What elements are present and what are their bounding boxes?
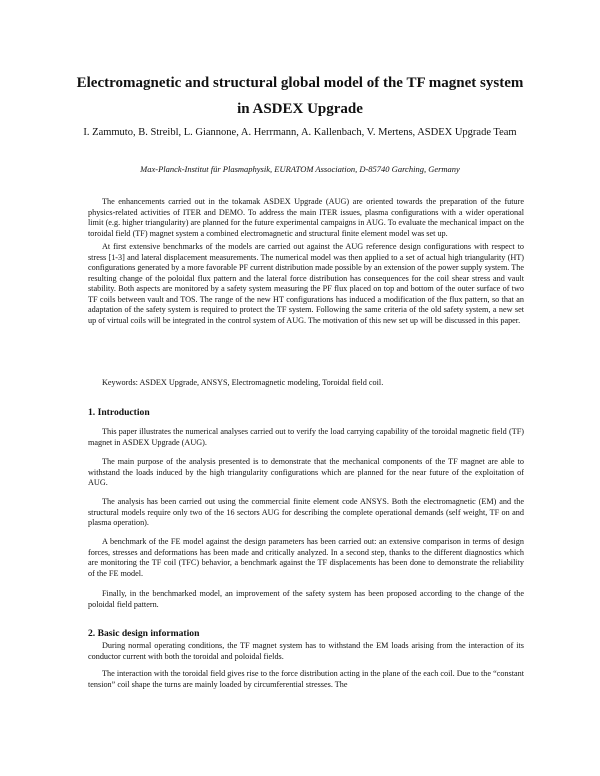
- basic-design-paragraph-2: The interaction with the toroidal field gives rise to the force distribution acting in the plane of the each coil. Due to the “constant tension” coil shape the turns are mainly loaded by circumferential stresses. The: [88, 669, 524, 689]
- author-list: I. Zammuto, B. Streibl, L. Giannone, A. Herrmann, A. Kallenbach, V. Mertens, ASDEX Upgrade Team: [83, 127, 517, 138]
- introduction-paragraph-2: The main purpose of the analysis presented is to demonstrate that the mechanical components of the TF magnet are able to withstand the loads induced by the high triangularity configurations which are planned for the near future of the exploitation of AUG.: [88, 457, 524, 487]
- keywords: Keywords: ASDEX Upgrade, ANSYS, Electromagnetic modeling, Toroidal field coil.: [102, 378, 384, 387]
- section-heading-introduction: 1. Introduction: [88, 407, 150, 418]
- introduction-paragraph-4: A benchmark of the FE model against the design parameters has been carried out: an extensive comparison in terms of design forces, stresses and deformations has been made and critically analyzed. In a second step, thanks to the different diagnostics which are monitoring the TF coil (TFC) behavior, a benchmark against the TF displacements has been done to demonstrate the reliability of the FE model.: [88, 537, 524, 578]
- introduction-paragraph-3: The analysis has been carried out using the commercial finite element code ANSYS. Both the electromagnetic (EM) and the structural models require only two of the 16 sectors AUG for describing the complete operational demands (self weight, TF on and plasma operation).: [88, 497, 524, 527]
- affiliation: Max-Planck-Institut für Plasmaphysik, EURATOM Association, D-85740 Garching, Germany: [140, 164, 460, 174]
- section-heading-basic-design: 2. Basic design information: [88, 628, 200, 639]
- abstract-paragraph-2: At first extensive benchmarks of the models are carried out against the AUG reference design configurations with respect to stress [1-3] and lateral displacement measurements. The numerical model was then applied to a set of actual high triangularity (HT) configurations generated by a more favorable PF current distribution made possible by an extension of the power supply system. The resulting change of the poloidal flux pattern and the lateral force distribution has consequences for the coil shear stress and vault stability. Both aspects are monitored by a safety system measuring the PF flux placed on top and bottom of the outer surface of two TF coils between vault and TOS. The range of the new HT configurations has induced a modification of the flux pattern, so that an adaptation of the safety system is required to protect the TF system. Following the same criteria of the old safety system, a new set up of virtual coils will be integrated in the control system of AUG. The motivation of this new set up will be discussed in this paper.: [88, 242, 524, 325]
- introduction-paragraph-5: Finally, in the benchmarked model, an improvement of the safety system has been proposed according to the change of the poloidal field pattern.: [88, 589, 524, 609]
- introduction-paragraph-1: This paper illustrates the numerical analyses carried out to verify the load carrying capability of the toroidal magnetic field (TF) magnet in ASDEX Upgrade (AUG).: [88, 427, 524, 447]
- paper-title: Electromagnetic and structural global model of the TF magnet system in ASDEX Upgrade: [76, 75, 524, 117]
- basic-design-paragraph-1: During normal operating conditions, the TF magnet system has to withstand the EM loads arising from the interaction of its conductor current with both the toroidal and poloidal fields.: [88, 641, 524, 661]
- abstract-paragraph-1: The enhancements carried out in the tokamak ASDEX Upgrade (AUG) are oriented towards the preparation of the future physics-related activities of ITER and DEMO. To address the main ITER issues, plasma configurations with a wider operational limit (e.g. higher triangularity) are planned for the future experimental campaigns in AUG. To evaluate the mechanical impact on the toroidal field (TF) magnet system a combined electromagnetic and structural finite element model was set up.: [88, 197, 524, 238]
